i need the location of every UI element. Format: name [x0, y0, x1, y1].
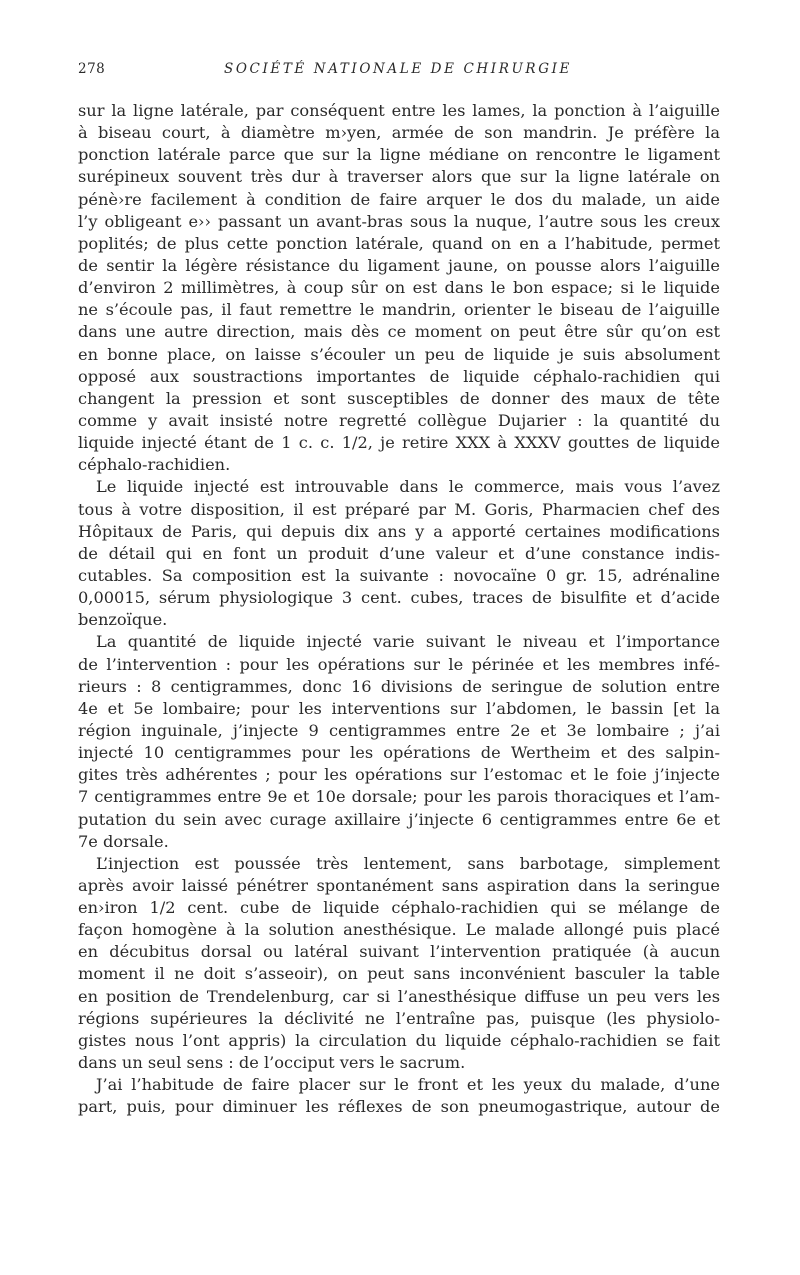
text-line: L’injection est poussée très lentement, sans barbotage, simplement — [96, 853, 720, 873]
text-line: en bonne place, on laisse s’écouler un peu de liquide je suis absolument — [78, 344, 720, 364]
document-page — [78, 0, 720, 1275]
text-line: à biseau court, à diamètre m›yen, armée de son mandrin. Je préfère la — [78, 123, 720, 143]
text-line: de détail qui en font un produit d’une valeur et d’une constance indis- — [78, 543, 720, 563]
text-line: ne s’écoule pas, il faut remettre le mandrin, orienter le biseau de l’aiguille — [78, 300, 720, 320]
text-line: en position de Trendelenburg, car si l’anesthésique diffuse un peu vers les — [78, 986, 720, 1006]
body-text — [78, 100, 720, 1118]
text-line: régions supérieures la déclivité ne l’entraîne pas, puisque (les physiolo- — [78, 1008, 720, 1028]
text-line: J’ai l’habitude de faire placer sur le front et les yeux du malade, d’une — [96, 1075, 720, 1095]
running-header — [78, 61, 720, 83]
text-line: cutables. Sa composition est la suivante : novocaïne 0 gr. 15, adrénaline — [78, 565, 720, 585]
text-line: poplités; de plus cette ponction latérale, quand on en a l’habitude, permet — [78, 233, 720, 253]
text-line: surépineux souvent très dur à traverser alors que sur la ligne latérale on — [78, 167, 720, 187]
paragraph-5 — [78, 1074, 720, 1118]
paragraph-1 — [78, 100, 720, 476]
text-line: liquide injecté étant de 1 c. c. 1/2, je retire XXX à XXXV gouttes de liquide — [78, 433, 720, 453]
text-line: de l’intervention : pour les opérations sur le périnée et les membres infé- — [78, 654, 720, 674]
text-line: putation du sein avec curage axillaire j’injecte 6 centigrammes entre 6e et — [78, 809, 720, 829]
text-line: part, puis, pour diminuer les réflexes de son pneumogastrique, autour de — [78, 1097, 720, 1117]
text-line: ponction latérale parce que sur la ligne médiane on rencontre le ligament — [78, 145, 720, 165]
paragraph-4 — [78, 853, 720, 1074]
text-line: comme y avait insisté notre regretté collègue Dujarier : la quantité du — [78, 410, 720, 430]
paragraph-2 — [78, 476, 720, 631]
text-line: dans un seul sens : de l’occiput vers le sacrum. — [78, 1053, 466, 1073]
text-line: 7 centigrammes entre 9e et 10e dorsale; pour les parois thoraciques et l’am- — [78, 787, 720, 807]
text-line: Le liquide injecté est introuvable dans le commerce, mais vous l’avez — [96, 477, 720, 497]
text-line: gistes nous l’ont appris) la circulation du liquide céphalo-rachidien se fait — [78, 1030, 720, 1050]
text-line: l’y obligeant e›› passant un avant-bras sous la nuque, l’autre sous les creux — [78, 211, 720, 231]
text-line: après avoir laissé pénétrer spontanément sans aspiration dans la seringue — [78, 875, 720, 895]
text-line: La quantité de liquide injecté varie suivant le niveau et l’importance — [96, 632, 720, 652]
page-number: 278 — [78, 61, 106, 77]
text-line: 7e dorsale. — [78, 831, 169, 851]
text-line: 4e et 5e lombaire; pour les interventions sur l’abdomen, le bassin [et la — [78, 698, 720, 718]
text-line: sur la ligne latérale, par conséquent entre les lames, la ponction à l’aiguille — [78, 101, 720, 120]
text-line: en décubitus dorsal ou latéral suivant l’intervention pratiquée (à aucun — [78, 942, 720, 962]
text-line: injecté 10 centigrammes pour les opérations de Wertheim et des salpin- — [78, 743, 720, 763]
text-line: opposé aux soustractions importantes de liquide céphalo-rachidien qui — [78, 366, 720, 386]
text-line: céphalo-rachidien. — [78, 455, 231, 475]
text-line: 0,00015, sérum physiologique 3 cent. cubes, traces de bisulfite et d’acide — [78, 588, 720, 608]
text-line: gites très adhérentes ; pour les opérations sur l’estomac et le foie j’injecte — [78, 765, 720, 785]
text-line: rieurs : 8 centigrammes, donc 16 divisions de seringue de solution entre — [78, 676, 720, 696]
text-line: façon homogène à la solution anesthésique. Le malade allongé puis placé — [78, 920, 720, 940]
text-line: dans une autre direction, mais dès ce moment on peut être sûr qu’on est — [78, 322, 720, 342]
text-line: moment il ne doit s’asseoir), on peut sans inconvénient basculer la table — [78, 964, 720, 984]
text-line: de sentir la légère résistance du ligament jaune, on pousse alors l’aiguille — [78, 255, 720, 275]
text-line: Hôpitaux de Paris, qui depuis dix ans y a apporté certaines modifications — [78, 521, 720, 541]
text-line: changent la pression et sont susceptibles de donner des maux de tête — [78, 388, 720, 408]
text-line: région inguinale, j’injecte 9 centigrammes entre 2e et 3e lombaire ; j’ai — [78, 720, 720, 740]
paragraph-3 — [78, 631, 720, 852]
text-line: en›iron 1/2 cent. cube de liquide céphalo-rachidien qui se mélange de — [78, 898, 720, 918]
text-line: d’environ 2 millimètres, à coup sûr on est dans le bon espace; si le liquide — [78, 278, 720, 298]
text-line: pénè›re facilement à condition de faire arquer le dos du malade, un aide — [78, 189, 720, 209]
text-line: tous à votre disposition, il est préparé par M. Goris, Pharmacien chef des — [78, 499, 720, 519]
text-line: benzoïque. — [78, 610, 168, 630]
running-title: SOCIÉTÉ NATIONALE DE CHIRURGIE — [224, 61, 572, 77]
